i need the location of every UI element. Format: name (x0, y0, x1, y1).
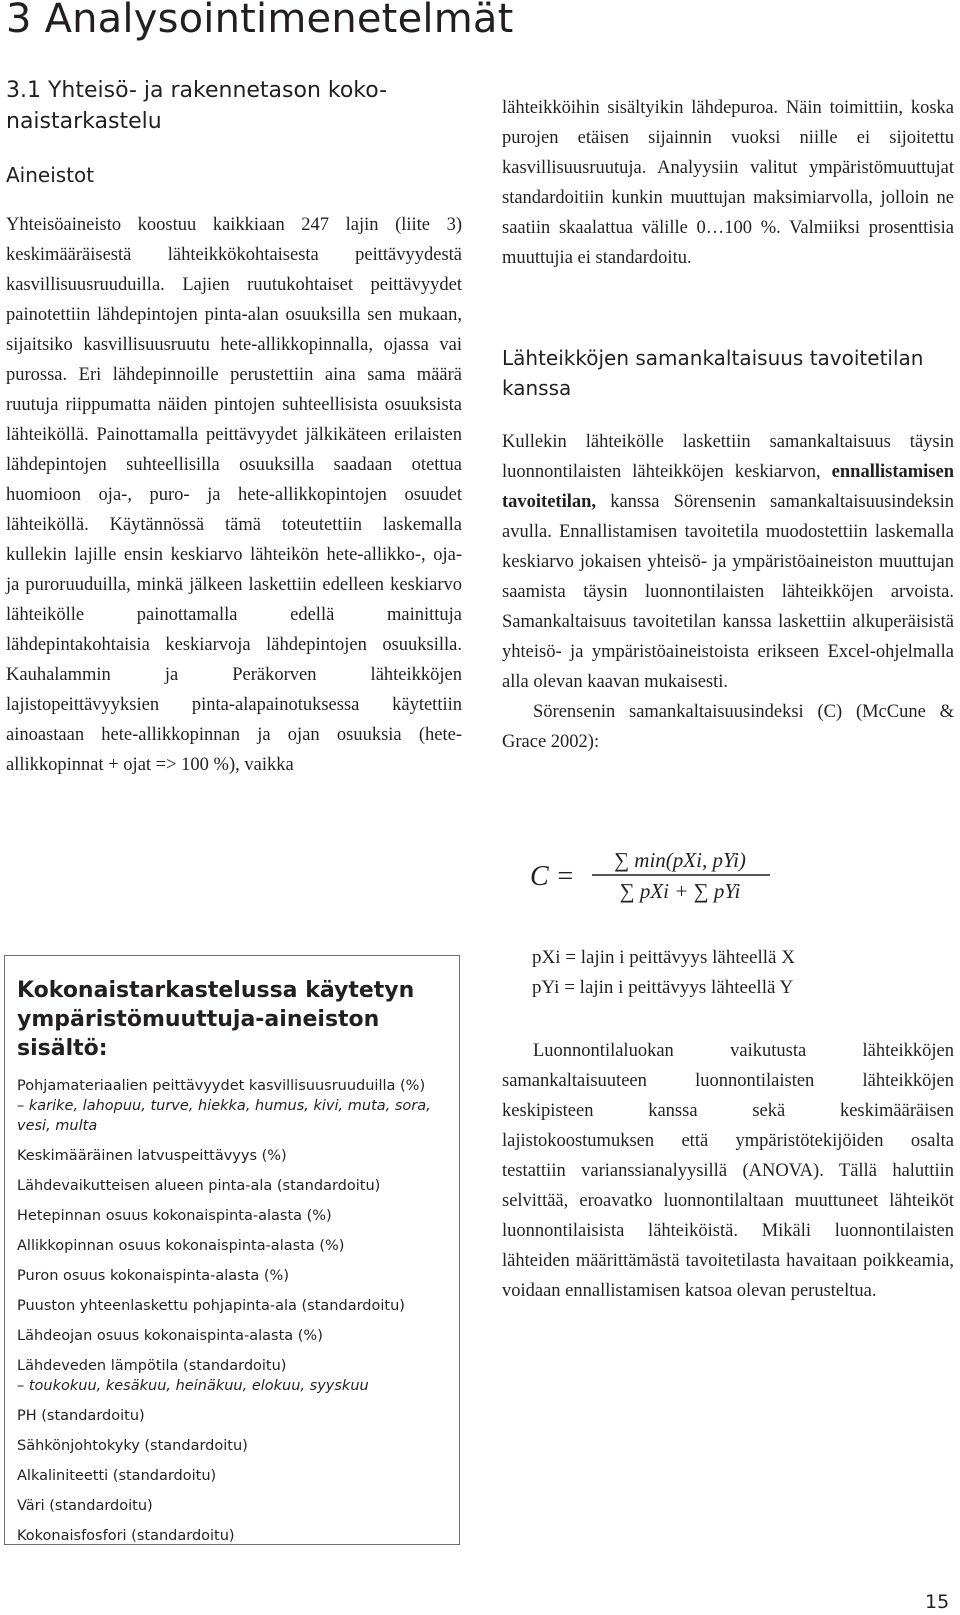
box-item: Sähkönjohtokyky (standardoitu) (17, 1438, 248, 1454)
box-item-sub: – karike, lahopuu, turve, hiekka, humus, kivi, muta, sora, vesi, multa (17, 1098, 431, 1134)
paragraph-sorensen: Sörensenin samankaltaisuusindeksi (C) (McCune & Grace 2002): (502, 702, 954, 752)
subheading-aineistot: Aineistot (6, 163, 95, 187)
right-column-bottom (502, 1036, 954, 1306)
box-item: Lähdevaikutteisen alueen pinta-ala (standardoitu) (17, 1178, 381, 1194)
box-item: Lähdeveden lämpötila (standardoitu) – toukokuu, kesäkuu, heinäkuu, elokuu, syyskuu (17, 1356, 459, 1396)
formula-lhs: C = (530, 861, 575, 892)
para1-text-start: Kullekin lähteikölle laskettiin samankaltaisuus täysin luonnontilaisten lähteikköjen keskiarvon, (502, 432, 954, 482)
box-item: Puuston yhteenlaskettu pohjapinta-ala (standardoitu) (17, 1298, 405, 1314)
paragraph-yhteisoaineisto: Yhteisöaineisto koostuu kaikkiaan 247 lajin (liite 3) keskimääräisestä lähteikkökohtaisesta peittävyydestä kasvillisuusruuduilla. Lajien ruutukohtaiset peittävyydet painotettiin lähdepintojen pinta-alan osuuksilla sen mukaan, sijaitsiko kasvillisuusruutu hete-allikkopinnalla, ojassa vai purossa. Eri lähdepinnoille perustettiin aina sama määrä ruutuja riippumatta näiden pintojen suhteellisista osuuksista lähteiköllä. Painottamalla peittävyydet jälkikäteen erilaisten lähdepintojen suhteellisilla osuuksilla saadaan otettua huomioon oja-, puro- ja hete-allikkopintojen osuudet lähteiköllä. Käytännössä tämä toteutettiin laskemalla kullekin lajille ensin keskiarvo lähteikön hete-allikko-, oja- ja puroruuduilla, minkä jälkeen laskettiin edelleen keskiarvo lähteikölle painottamalla edellä mainittuja lähdepintakohtaisia keskiarvoja lähdepintojen osuuksilla. Kauhalammin ja Peräkorven lähteikköjen lajistopeittävyyksien pinta-alapainotuksessa käytettiin ainoastaan hete-allikkopinnan ja ojan osuuksia (hete-allikkopinnat + ojat => 100 %), vaikka (6, 215, 462, 775)
subheading-samankaltaisuus: Lähteikköjen samankaltaisuus tavoitetilan kanssa (502, 346, 924, 400)
box-item: Pohjamateriaalien peittävyydet kasvillisuusruuduilla (%) – karike, lahopuu, turve, hiekka, humus, kivi, muta, sora, vesi, multa (17, 1076, 459, 1136)
definition-pyi: pYi = lajin i peittävyys lähteellä Y (532, 977, 794, 998)
sorensen-formula (530, 845, 780, 905)
formula-numerator: ∑ min(pXi, pYi) (614, 848, 746, 872)
right-column-continuation (502, 93, 954, 273)
paragraph-samankaltaisuus (502, 427, 954, 697)
left-column-body (6, 210, 462, 780)
box-title: Kokonaistarkastelussa käytetyn ympäristömuuttuja-aineiston sisältö: (17, 978, 415, 1061)
right-column-middle (502, 427, 954, 757)
section-title: 3.1 Yhteisö- ja rakennetason koko-naistarkastelu (6, 78, 388, 134)
box-item: Väri (standardoitu) (17, 1498, 153, 1514)
formula-definitions (532, 943, 795, 1003)
variables-box (4, 955, 460, 1545)
box-item: Alkaliniteetti (standardoitu) (17, 1468, 217, 1484)
box-item-sub: – toukokuu, kesäkuu, heinäkuu, elokuu, syyskuu (17, 1378, 369, 1394)
box-item: Hetepinnan osuus kokonaispinta-alasta (%) (17, 1208, 332, 1224)
box-item: Kokonaisfosfori (standardoitu) (17, 1528, 235, 1544)
box-item: Lähdeojan osuus kokonaispinta-alasta (%) (17, 1328, 323, 1344)
box-item: Puron osuus kokonaispinta-alasta (%) (17, 1268, 289, 1284)
chapter-heading: 3 Analysointimenetelmät (6, 0, 514, 42)
page-number: 15 (925, 1591, 950, 1613)
definition-pxi: pXi = lajin i peittävyys lähteellä X (532, 947, 795, 968)
box-item: Allikkopinnan osuus kokonaispinta-alasta (%) (17, 1238, 345, 1254)
box-item: Keskimääräinen latvuspeittävyys (%) (17, 1148, 287, 1164)
paragraph-anova: Luonnontilaluokan vaikutusta lähteikköjen samankaltaisuuteen luonnontilaisten lähteikköjen keskipisteen kanssa sekä keskimääräisen lajistokoostumuksen että ympäristötekijöiden osalta testattiin varianssianalyysillä (ANOVA). Tällä haluttiin selvittää, eroavatko luonnontilaltaan muuttuneet lähteiköt luonnontilaisista lähteiköistä. Mikäli luonnontilaisten lähteiden määrittämästä tavoitetilasta havaitaan poikkeamia, voidaan ennallistamisen katsoa olevan perusteltua. (502, 1041, 954, 1301)
para1-text-end: kanssa Sörensenin samankaltaisuusindeksin avulla. Ennallistamisen tavoitetila muodostettiin laskemalla keskiarvo jokaisen yhteisö- ja ympäristöaineiston muuttujan saamista täysin luonnontilaisten lähteikköjen arvoista. Samankaltaisuus tavoitetilan kanssa laskettiin alkuperäisistä yhteisö- ja ympäristöaineistoista erikseen Excel-ohjelmalla alla olevan kaavan mukaisesti. (502, 492, 954, 692)
formula-denominator: ∑ pXi + ∑ pYi (619, 879, 741, 903)
box-item: PH (standardoitu) (17, 1408, 145, 1424)
paragraph-continuation: lähteikköihin sisältyikin lähdepuroa. Näin toimittiin, koska purojen etäisen sijainnin vuoksi niille ei sijoitettu kasvillisuusruutuja. Analyysiin valitut ympäristömuuttujat standardoitiin kunkin muuttujan maksimiarvolla, jolloin ne saatiin skaalattua välille 0…100 %. Valmiiksi prosenttisia muuttujia ei standardoitu. (502, 98, 954, 268)
para1-bold-term: ennallistamisen tavoitetilan, (502, 462, 954, 512)
